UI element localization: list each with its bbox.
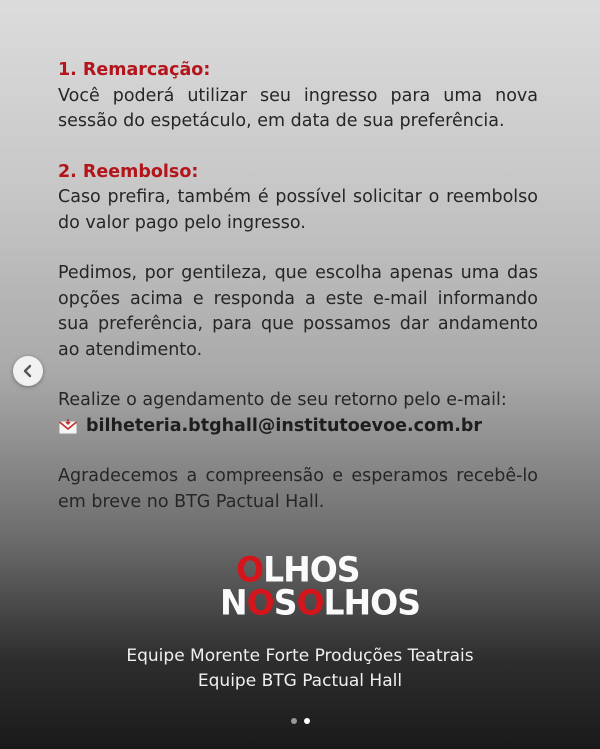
carousel-dot-1[interactable] — [291, 718, 297, 724]
request-section — [58, 261, 538, 363]
chevron-left-icon — [22, 364, 34, 378]
logo-word-olhos-2: LHOS — [323, 582, 420, 623]
logo-o-letter: O — [236, 549, 264, 590]
thanks-section — [58, 464, 538, 515]
schedule-text: Realize o agendamento de seu retorno pelo e-mail: — [58, 390, 507, 410]
credits — [0, 644, 600, 694]
post-content — [58, 58, 538, 540]
reembolso-section — [58, 160, 538, 237]
thanks-text: Agradecemos a compreensão e esperamos recebê-lo em breve no BTG Pactual Hall. — [58, 466, 538, 512]
carousel-dot-2-active[interactable] — [304, 718, 310, 724]
carousel-prev-button[interactable] — [13, 356, 43, 386]
credit-line-1: Equipe Morente Forte Produções Teatrais — [126, 646, 474, 666]
envelope-icon — [58, 418, 78, 434]
logo-word-olhos: LHOS — [263, 549, 360, 590]
reembolso-text: Caso prefira, também é possível solicitar o reembolso do valor pago pelo ingresso. — [58, 187, 538, 233]
remarcacao-text: Você poderá utilizar seu ingresso para uma nova sessão do espetáculo, em data de sua preferência. — [58, 85, 538, 131]
logo-n-letter: N — [220, 582, 247, 623]
olhos-nos-olhos-logo — [220, 549, 420, 623]
logo-line-2 — [220, 582, 420, 623]
logo-s-letter: S — [273, 582, 297, 623]
remarcacao-heading: 1. Remarcação: — [58, 60, 211, 80]
logo-o-letter-3: O — [296, 582, 324, 623]
request-text: Pedimos, por gentileza, que escolha apenas uma das opções acima e responda a este e-mail informando sua preferência, para que possamos dar andamento ao atendimento. — [58, 263, 538, 360]
reembolso-heading: 2. Reembolso: — [58, 161, 199, 182]
email-address[interactable]: bilheteria.btghall@institutoevoe.com.br — [86, 415, 483, 436]
schedule-section — [58, 388, 538, 439]
email-row — [58, 414, 538, 440]
credit-line-2: Equipe BTG Pactual Hall — [197, 671, 403, 691]
remarcacao-section — [58, 58, 538, 135]
carousel-indicator — [0, 718, 600, 724]
logo-o-letter-2: O — [246, 582, 274, 623]
